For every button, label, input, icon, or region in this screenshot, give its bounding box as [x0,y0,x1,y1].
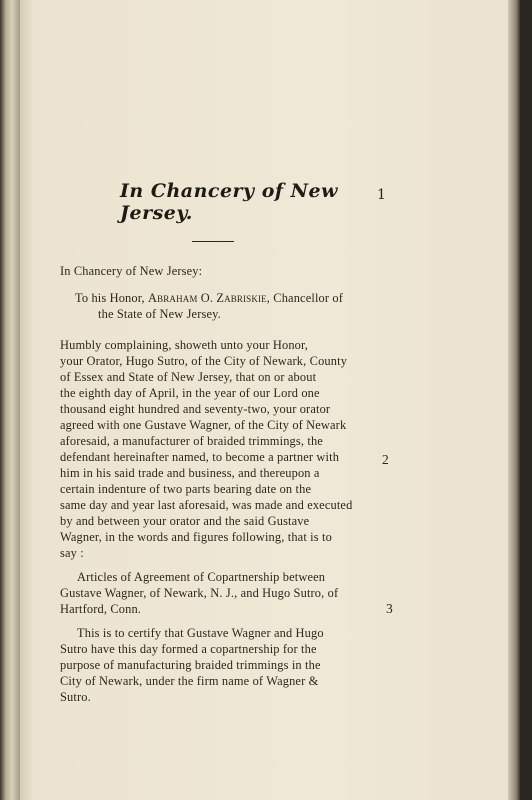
body-line: Gustave Wagner, of Newark, N. J., and Hugo Sutro, of [60,586,339,600]
body-line: same day and year last aforesaid, was made and executed [60,498,353,512]
address-prefix: To his Honor, [75,291,149,305]
margin-number: 2 [382,452,389,467]
heading-rule [192,241,234,242]
body-line: Wagner, in the words and figures following, that is to [60,530,332,544]
body-line: Hartford, Conn. [60,602,142,616]
book-page [20,0,520,800]
margin-number: 3 [386,601,393,616]
body-line: purpose of manufacturing braided trimmings in the [60,658,321,672]
body-line: certain indenture of two parts bearing date on the [60,482,312,496]
address-line: the State of New Jersey. [98,307,221,321]
body-line: him in his said trade and business, and thereupon a [60,466,320,480]
body-line: thousand eight hundred and seventy-two, your orator [60,402,331,416]
body-line: agreed with one Gustave Wagner, of the City of Newark [60,418,347,432]
body-line: Sutro. [60,690,91,704]
chancellor-name: Abraham O. Zabriskie [148,291,267,305]
caption-line: In Chancery of New Jersey: [60,264,203,278]
page-fore-edge [508,0,520,800]
body-line: your Orator, Hugo Sutro, of the City of Newark, County [60,354,348,368]
previous-page-edge [0,0,20,800]
page-heading: In Chancery of New Jersey. [120,180,338,224]
body-line: aforesaid, a manufacturer of braided trimmings, the [60,434,323,448]
body-line: Articles of Agreement of Copartnership between [77,570,326,584]
address-suffix: , Chancellor of [266,291,344,305]
address-line [75,291,343,306]
body-line: by and between your orator and the said Gustave [60,514,310,528]
body-line: This is to certify that Gustave Wagner and Hugo [77,626,324,640]
body-line: say : [60,546,84,560]
body-line: the eighth day of April, in the year of our Lord one [60,386,320,400]
page-number: 1 [377,187,386,203]
body-line: Humbly complaining, showeth unto your Honor, [60,338,309,352]
body-line: defendant hereinafter named, to become a partner with [60,450,340,464]
body-line: City of Newark, under the firm name of Wagner & [60,674,319,688]
body-line: Sutro have this day formed a copartnership for the [60,642,317,656]
body-line: of Essex and State of New Jersey, that on or about [60,370,317,384]
